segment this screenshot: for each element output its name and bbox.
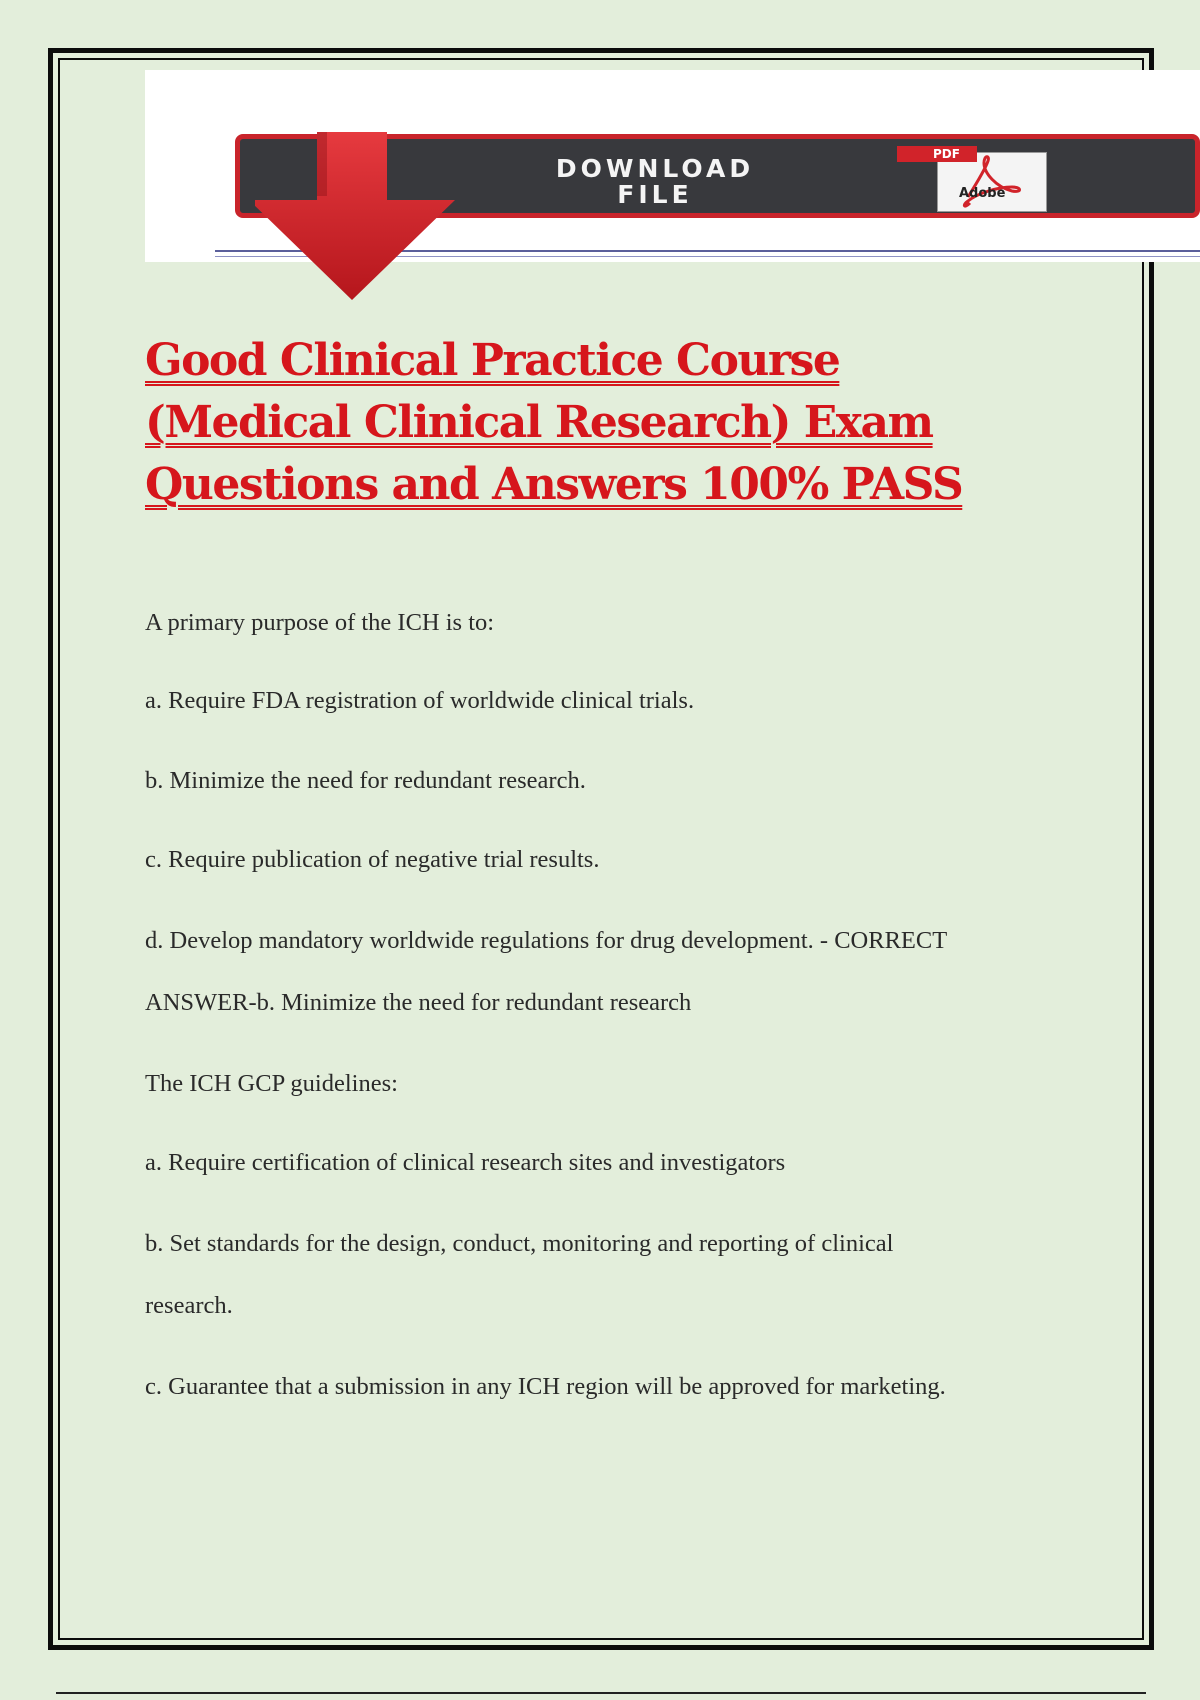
download-label-line1: DOWNLOAD	[555, 154, 755, 183]
download-banner[interactable]	[145, 70, 1200, 262]
question-2-option-b: b. Set standards for the design, conduct, monitoring and reporting of clinical	[145, 1230, 894, 1257]
question-2-option-b-cont: research.	[145, 1292, 233, 1319]
question-2-option-a: a. Require certification of clinical research sites and investigators	[145, 1149, 786, 1176]
pdf-file-icon	[897, 146, 1047, 210]
question-1-option-d: d. Develop mandatory worldwide regulations for drug development. - CORRECT	[145, 927, 948, 954]
bottom-rule	[56, 1692, 1146, 1694]
question-1-prompt: A primary purpose of the ICH is to:	[145, 609, 495, 636]
download-label-line2: FILE	[617, 180, 693, 209]
question-1-option-c: c. Require publication of negative trial results.	[145, 846, 600, 873]
adobe-label: Adobe	[959, 186, 1006, 201]
pdf-tag: PDF	[897, 146, 977, 162]
question-2-option-c: c. Guarantee that a submission in any ICH region will be approved for marketing.	[145, 1373, 946, 1400]
download-file-label[interactable]	[445, 156, 865, 208]
question-1-option-a: a. Require FDA registration of worldwide clinical trials.	[145, 687, 695, 714]
question-2-prompt: The ICH GCP guidelines:	[145, 1070, 398, 1097]
question-1-answer: ANSWER-b. Minimize the need for redundant research	[145, 989, 692, 1016]
question-1-option-b: b. Minimize the need for redundant research.	[145, 767, 586, 794]
download-arrow-icon	[255, 128, 455, 318]
document-title: Good Clinical Practice Course (Medical Clinical Research) Exam Questions and Answers 100% PASS	[145, 335, 963, 510]
